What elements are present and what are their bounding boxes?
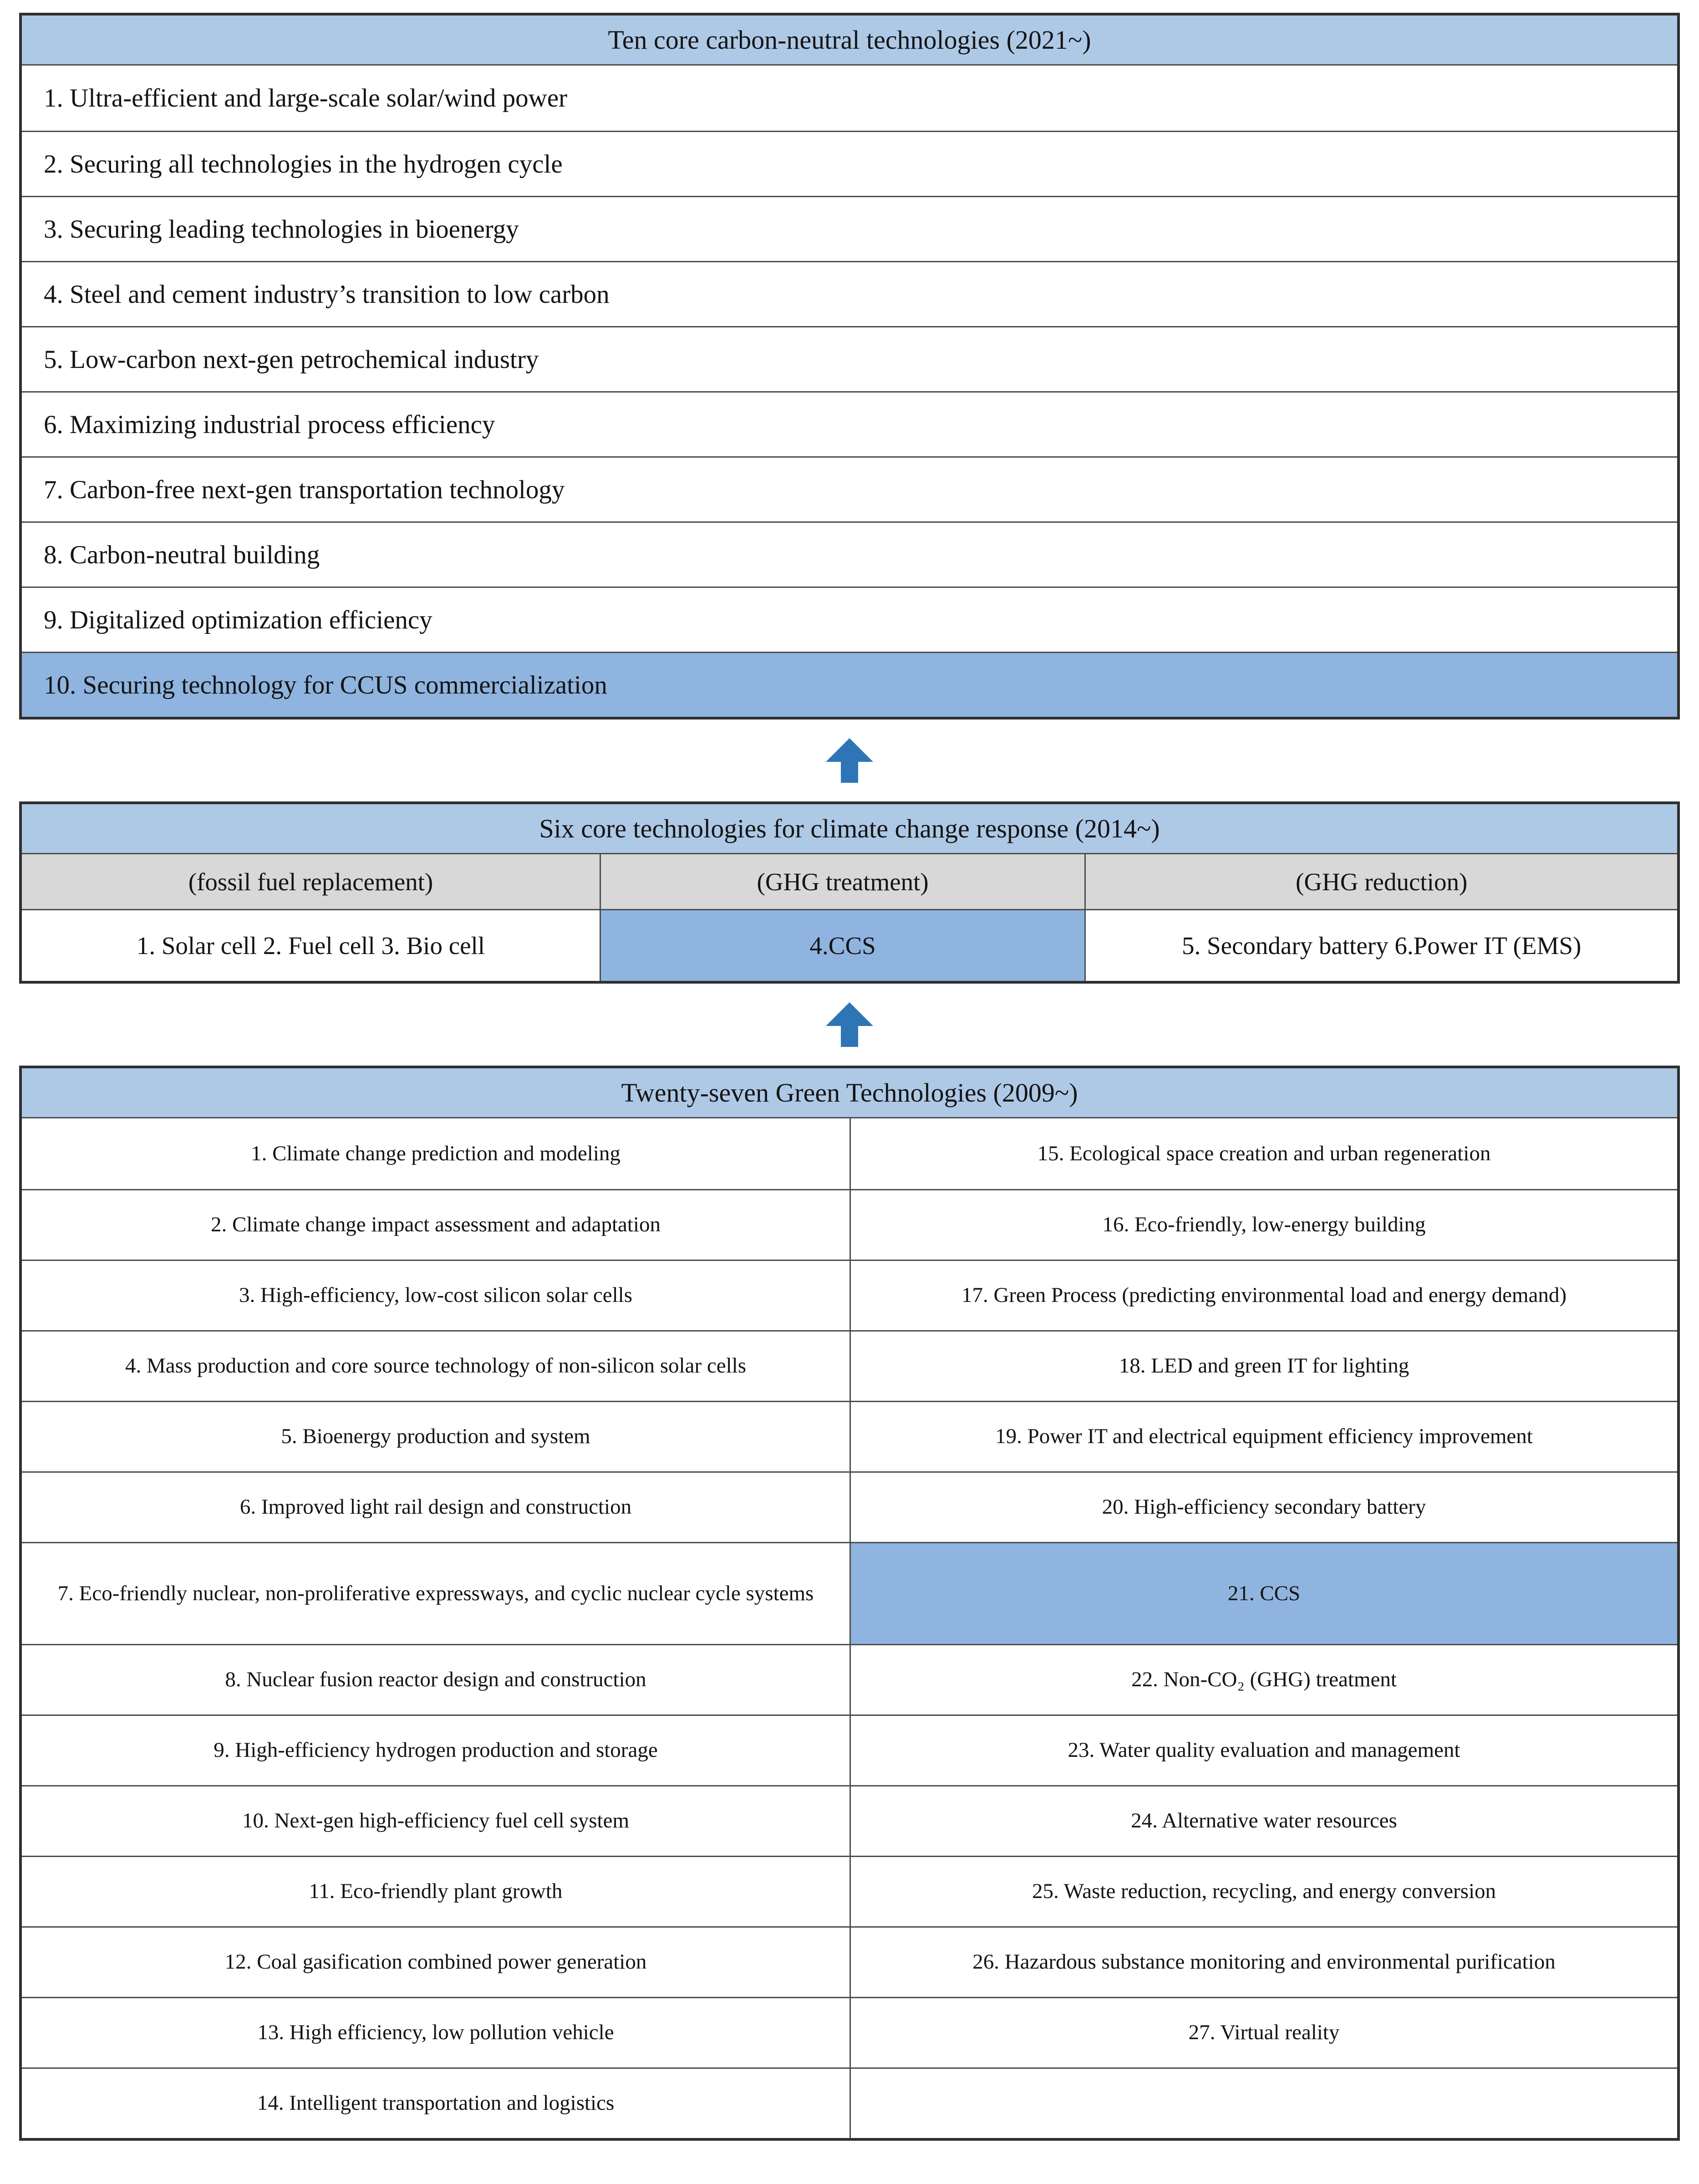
arrow-section — [19, 984, 1680, 1066]
category-ghg-reduction: (GHG reduction) — [1084, 854, 1677, 909]
row-label: 5. Low-carbon next-gen petrochemical industry — [44, 345, 539, 374]
table-row — [22, 521, 1677, 587]
table-row: 24. Alternative water resources — [851, 1785, 1677, 1856]
row-label: 7. Carbon-free next-gen transportation technology — [44, 475, 565, 504]
table-row: 3. High-efficiency, low-cost silicon solar cells — [22, 1260, 850, 1330]
table-row: 19. Power IT and electrical equipment efficiency improvement — [851, 1401, 1677, 1471]
table-row: 27. Virtual reality — [851, 1997, 1677, 2067]
table-row — [22, 196, 1677, 261]
right-column — [850, 1118, 1677, 2138]
row-label: 9. Digitalized optimization efficiency — [44, 605, 432, 634]
ten-core-technologies-table — [19, 13, 1680, 719]
up-arrow-stem — [841, 1026, 858, 1047]
row-label: 4. Steel and cement industry’s transition to low carbon — [44, 280, 610, 309]
table-row: 15. Ecological space creation and urban regeneration — [1037, 1141, 1491, 1165]
up-arrow-head — [826, 738, 873, 762]
table-row — [22, 131, 1677, 196]
row-label: 3. Securing leading technologies in bioenergy — [44, 214, 519, 244]
table-title: Twenty-seven Green Technologies (2009~) — [22, 1068, 1677, 1118]
table-row: 20. High-efficiency secondary battery — [851, 1471, 1677, 1542]
table-row: 26. Hazardous substance monitoring and environmental purification — [851, 1926, 1677, 1997]
table-row-ccs-highlighted: 21. CCS — [851, 1542, 1677, 1644]
up-arrow-icon — [826, 1002, 873, 1047]
empty-cell — [851, 2067, 1677, 2138]
left-column — [22, 1118, 850, 2138]
table-row-ccus-highlighted — [22, 652, 1677, 717]
table-row — [22, 261, 1677, 326]
table-row: 2. Climate change impact assessment and adaptation — [22, 1189, 850, 1260]
table-row: 17. Green Process (predicting environmental load and energy demand) — [851, 1260, 1677, 1330]
up-arrow-stem — [841, 762, 858, 783]
table-row: 5. Bioenergy production and system — [22, 1401, 850, 1471]
arrow-section — [19, 719, 1680, 801]
table-row: 10. Next-gen high-efficiency fuel cell system — [22, 1785, 850, 1856]
table-row: 13. High efficiency, low pollution vehicle — [22, 1997, 850, 2067]
table-row: 23. Water quality evaluation and management — [851, 1715, 1677, 1785]
six-core-technologies-table — [19, 801, 1680, 984]
table-row — [22, 326, 1677, 391]
table-title: Six core technologies for climate change response (2014~) — [22, 804, 1677, 854]
table-row: 9. High-efficiency hydrogen production and storage — [22, 1715, 850, 1785]
table-row: 1. Climate change prediction and modeling — [251, 1141, 621, 1165]
table-row: 16. Eco-friendly, low-energy building — [851, 1189, 1677, 1260]
table-row: 14. Intelligent transportation and logistics — [22, 2067, 850, 2138]
table-title: Ten core carbon-neutral technologies (2021~) — [22, 15, 1677, 66]
row-label: 8. Carbon-neutral building — [44, 540, 320, 569]
technology-row — [22, 909, 1677, 981]
row-label: 10. Securing technology for CCUS commercialization — [44, 670, 607, 699]
row-label: 6. Maximizing industrial process efficiency — [44, 410, 495, 439]
table-row — [22, 456, 1677, 521]
table-row — [22, 391, 1677, 456]
cell-ccs-highlighted: 4.CCS — [600, 910, 1084, 981]
table-row: 25. Waste reduction, recycling, and energy conversion — [851, 1856, 1677, 1926]
table-row: 7. Eco-friendly nuclear, non-proliferative expressways, and cyclic nuclear cycle systems — [22, 1542, 850, 1644]
table-row: 22. Non-CO₂ (GHG) treatment — [851, 1644, 1677, 1715]
up-arrow-icon — [826, 738, 873, 783]
table-row: 6. Improved light rail design and construction — [22, 1471, 850, 1542]
row-label: 1. Ultra-efficient and large-scale solar/wind power — [44, 84, 568, 112]
table-row — [22, 66, 1677, 131]
up-arrow-head — [826, 1002, 873, 1026]
table-row: 18. LED and green IT for lighting — [851, 1330, 1677, 1401]
cell-battery-power-it: 5. Secondary battery 6.Power IT (EMS) — [1084, 910, 1677, 981]
green-technologies-table — [19, 1066, 1680, 2141]
table-row — [22, 587, 1677, 652]
table-row: 4. Mass production and core source technology of non-silicon solar cells — [22, 1330, 850, 1401]
category-header-row — [22, 854, 1677, 909]
table-body — [22, 1118, 1677, 2138]
category-ghg-treatment: (GHG treatment) — [600, 854, 1084, 909]
table-row: 11. Eco-friendly plant growth — [22, 1856, 850, 1926]
cell-solar-fuel-bio: 1. Solar cell 2. Fuel cell 3. Bio cell — [136, 932, 485, 959]
table-row: 8. Nuclear fusion reactor design and construction — [22, 1644, 850, 1715]
row-label: 2. Securing all technologies in the hydrogen cycle — [44, 149, 563, 179]
table-row: 12. Coal gasification combined power generation — [22, 1926, 850, 1997]
category-fossil-fuel-replacement: (fossil fuel replacement) — [22, 854, 600, 909]
